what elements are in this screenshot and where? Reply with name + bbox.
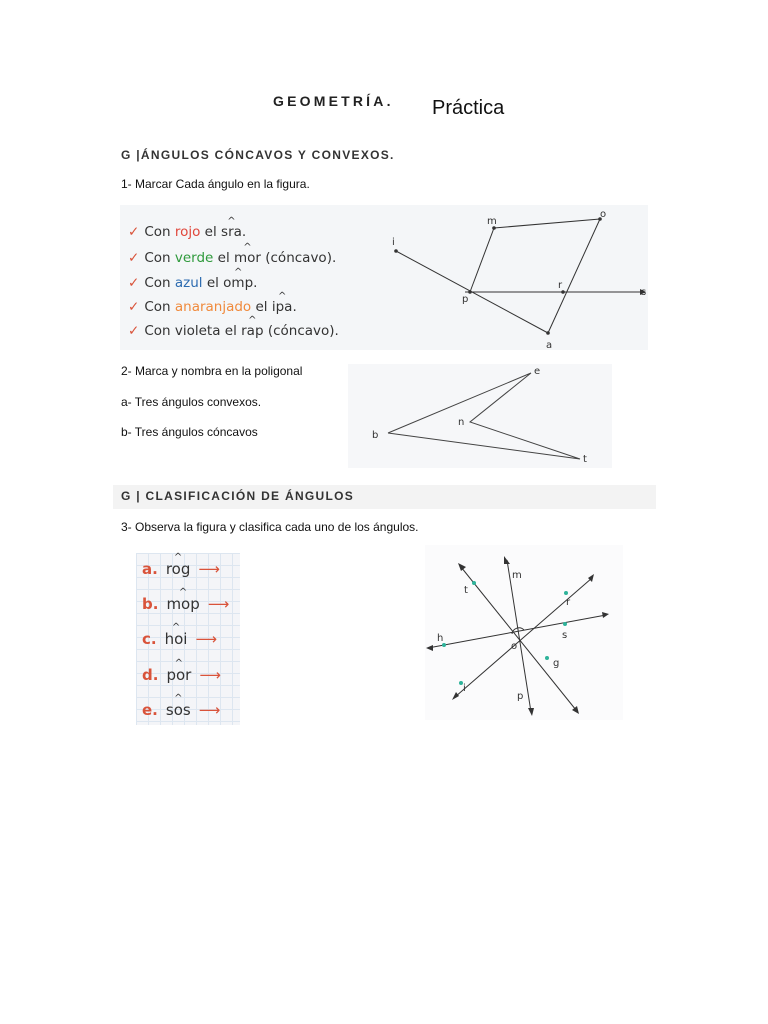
arrow-right-icon: ⟶ (207, 595, 230, 613)
question-2b: b- Tres ángulos cóncavos (121, 425, 258, 439)
question-1: 1- Marcar Cada ángulo en la figura. (121, 177, 310, 191)
label-r: r (558, 280, 563, 291)
section-heading-concave-convex: G |ÁNGULOS CÓNCAVOS Y CONVEXOS. (121, 148, 395, 162)
angle-name: ^ omp (223, 275, 253, 291)
line-mo (494, 219, 600, 228)
label-t: t (583, 454, 587, 465)
section-heading-classification: G | CLASIFICACIÓN DE ÁNGULOS (121, 489, 355, 503)
angle-name: ^ sra (221, 224, 242, 240)
label-b: b (372, 430, 379, 441)
line-oa (548, 219, 600, 333)
angle-name: ^ mor (234, 250, 261, 266)
check-icon: ✓ (128, 224, 140, 240)
arrow-right-icon: ⟶ (199, 666, 221, 684)
arrow-right-icon: ⟶ (198, 560, 220, 578)
line-pm (470, 228, 494, 292)
label-t3: t (464, 585, 468, 596)
figure-2-panel (348, 364, 612, 468)
label-h3: h (437, 633, 444, 644)
check-icon: ✓ (128, 275, 140, 291)
label-s: s (641, 287, 647, 298)
label-o: o (600, 209, 607, 220)
label-p: p (462, 294, 469, 305)
page-title: GEOMETRÍA. (273, 93, 394, 109)
instruction-item: ✓ Con azul el ^ omp. (128, 275, 257, 291)
label-i3: i (463, 683, 466, 694)
page-subtitle: Práctica (432, 97, 505, 119)
instruction-item: ✓ Con anaranjado el ^ ipa. (128, 299, 297, 315)
label-a: a (546, 340, 553, 351)
figure-3-panel (425, 545, 623, 720)
arrow-right-icon: ⟶ (198, 701, 221, 719)
instruction-item: ✓ Con verde el ^ mor (cóncavo). (128, 250, 336, 266)
question-3: 3- Observa la figura y clasifica cada uno de los ángulos. (121, 520, 419, 534)
question-2a: a- Tres ángulos convexos. (121, 395, 262, 409)
angle-list-item: d.^ por ⟶ (142, 666, 221, 684)
arrow-right-icon: ⟶ (195, 630, 217, 648)
label-m: m (487, 216, 497, 227)
angle-list-item: e.^ sos ⟶ (142, 701, 220, 719)
label-n: n (458, 417, 465, 428)
label-i: i (392, 237, 395, 248)
question-2: 2- Marca y nombra en la poligonal (121, 364, 303, 378)
check-icon: ✓ (128, 250, 140, 266)
check-icon: ✓ (128, 299, 140, 315)
angle-list-item: c.^ hoi ⟶ (142, 630, 217, 648)
label-s3: s (562, 630, 568, 641)
label-o3: o (511, 641, 518, 652)
label-e: e (534, 366, 541, 377)
angle-name: ^ ipa (272, 299, 293, 315)
angle-list-item: b.^ mop ⟶ (142, 595, 229, 613)
label-p3: p (517, 691, 524, 702)
check-icon: ✓ (128, 323, 140, 339)
instruction-item: ✓ Con rojo el ^ sra. (128, 224, 246, 240)
angle-list-item: a.^ rog ⟶ (142, 560, 220, 578)
angle-name: ^ rap (241, 323, 263, 339)
label-g3: g (553, 658, 560, 669)
instruction-item: ✓ Con violeta el ^ rap (cóncavo). (128, 323, 339, 339)
label-m3: m (512, 570, 522, 581)
label-r3: r (566, 597, 571, 608)
